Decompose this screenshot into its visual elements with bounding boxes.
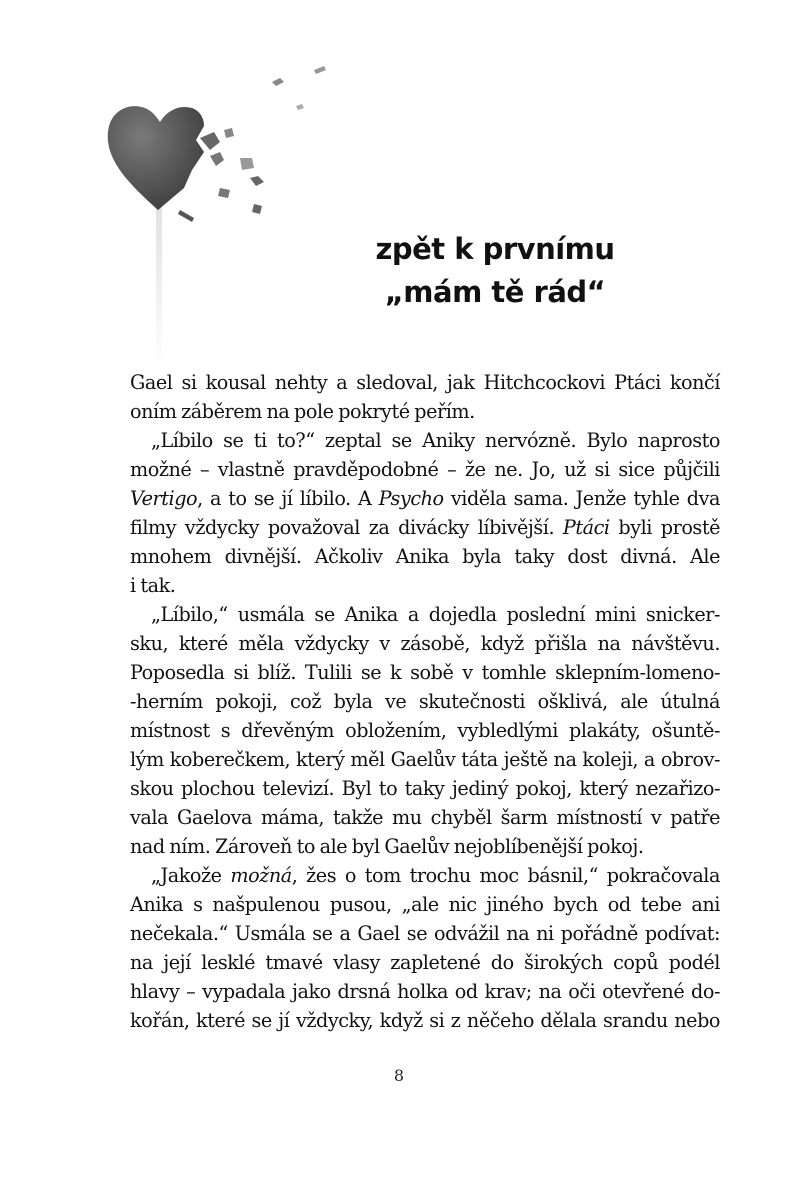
text-line [130, 600, 720, 629]
text-line [130, 629, 720, 658]
text-segment: „Líbilo,“ usmála se Anika a dojedla poslední mini snicker- [151, 603, 720, 626]
text-segment: -herním pokoji, což byla ve skutečnosti ošklivá, ale útulná [130, 690, 720, 713]
text-line [130, 832, 720, 861]
text-segment: „Jakože [151, 864, 231, 887]
text-line [130, 484, 720, 513]
text-segment: byli prostě [609, 516, 720, 539]
text-line [130, 658, 720, 687]
text-segment: , žes o tom trochu moc básnil,“ pokračovala [291, 864, 720, 887]
text-segment: lým koberečkem, který měl Gaelův táta ještě na koleji, a obrov- [130, 748, 720, 771]
text-line [130, 542, 720, 571]
text-segment: oním záběrem na pole pokryté peřím. [130, 400, 475, 423]
text-line [130, 948, 720, 977]
text-line [130, 774, 720, 803]
text-line [130, 368, 720, 397]
text-segment: i tak. [130, 574, 176, 597]
text-line [130, 687, 720, 716]
text-segment: možné – vlastně pravděpodobné – že ne. Jo, už si sice půjčili [130, 458, 720, 481]
text-segment: Anika s našpulenou pusou, „ale nic jiného bych od tebe ani [130, 893, 720, 916]
heart-fragments [178, 66, 326, 222]
heart-icon [108, 106, 204, 210]
text-line [130, 455, 720, 484]
text-segment: nad ním. Zároveň to ale byl Gaelův nejoblíbenější pokoj. [130, 835, 644, 858]
text-line [130, 571, 720, 600]
italic-title: Vertigo [130, 487, 198, 510]
italic-title: možná [230, 864, 292, 887]
text-segment: , a to se jí líbilo. A [197, 487, 379, 510]
text-segment: Poposedla si blíž. Tulili se k sobě v tomhle sklepním-lomeno- [130, 661, 720, 684]
text-segment: mnohem divnější. Ačkoliv Anika byla taky dost divná. Ale [130, 545, 720, 568]
text-line [130, 1006, 720, 1035]
text-segment: nečekala.“ Usmála se a Gael se odvážil na ni pořádně podívat: [130, 922, 720, 945]
text-segment: vala Gaelova máma, takže mu chyběl šarm místností v patře [130, 806, 720, 829]
italic-title: Psycho [378, 487, 444, 510]
text-line [130, 890, 720, 919]
italic-title: Ptáci [562, 516, 610, 539]
text-segment: sku, které měla vždycky v zásobě, když přišla na návštěvu. [130, 632, 720, 655]
body-text [130, 368, 720, 1035]
text-line [130, 861, 720, 890]
text-segment: místnost s dřevěným obložením, vybledlými plakáty, ošuntě- [130, 719, 720, 742]
text-segment: kořán, které se jí vždycky, když si z něčeho dělala srandu nebo [130, 1009, 720, 1032]
text-segment: hlavy – vypadala jako drsná holka od krav; na oči otevřené do- [130, 980, 720, 1003]
page-number: 8 [393, 1066, 405, 1085]
text-line [130, 745, 720, 774]
text-line [130, 397, 720, 426]
text-segment: viděla sama. Jenže tyhle dva [443, 487, 720, 510]
shattering-heart-lollipop-illustration [100, 60, 340, 380]
text-segment: Gael si kousal nehty a sledoval, jak Hitchcockovi Ptáci končí [130, 371, 720, 394]
text-line [130, 426, 720, 455]
text-segment: filmy vždycky považoval za divácky líbivější. [130, 516, 563, 539]
text-line [130, 513, 720, 542]
text-line [130, 977, 720, 1006]
chapter-title-line-1: zpět k prvnímu [375, 232, 615, 266]
text-line [130, 803, 720, 832]
text-segment: „Líbilo se ti to?“ zeptal se Aniky nervózně. Bylo naprosto [151, 429, 720, 452]
text-segment: na její lesklé tmavé vlasy zapletené do širokých copů podél [130, 951, 720, 974]
text-line [130, 919, 720, 948]
chapter-title-line-2: „mám tě rád“ [384, 275, 606, 309]
text-line [130, 716, 720, 745]
text-segment: skou plochou televizí. Byl to taky jediný pokoj, který nezařizo- [130, 777, 720, 800]
